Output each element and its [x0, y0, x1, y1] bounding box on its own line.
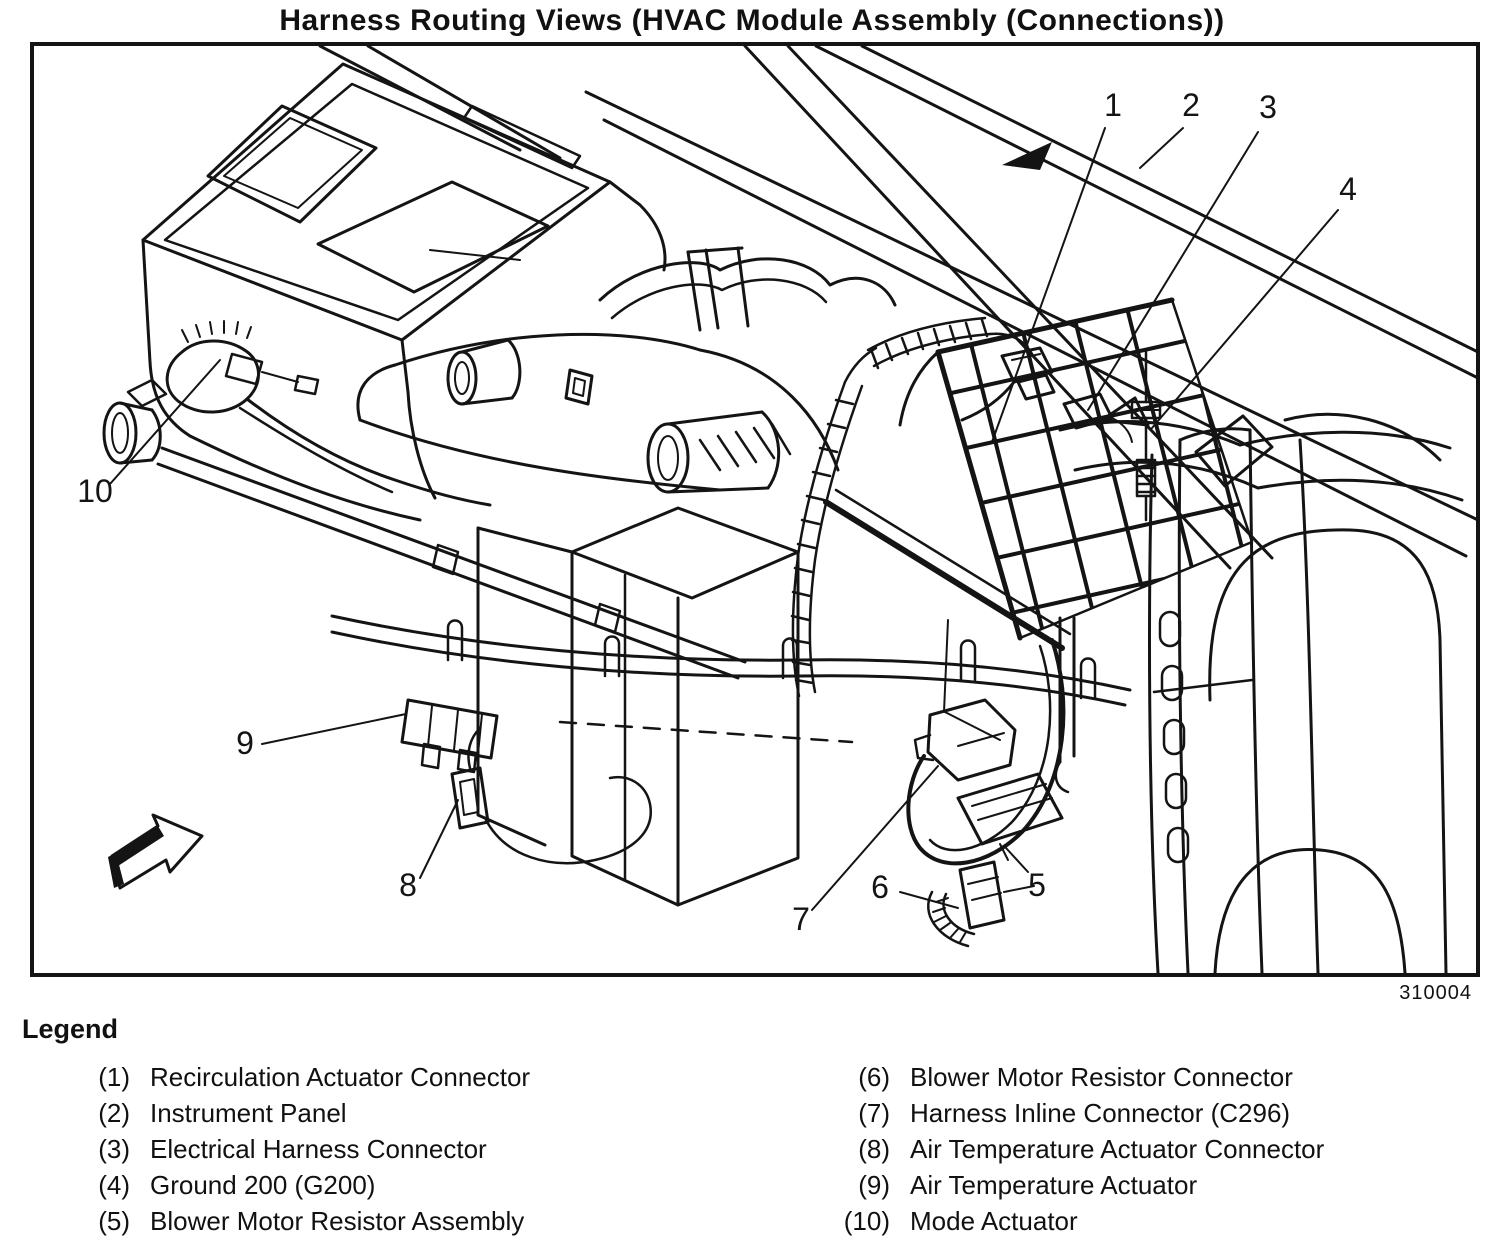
legend-item-number: (10) [843, 1206, 890, 1236]
legend-item-5 [38, 1206, 530, 1242]
callout-10: 10 [77, 473, 113, 509]
legend-item-number: (5) [98, 1206, 130, 1236]
legend-item-label: Harness Inline Connector (C296) [910, 1098, 1291, 1128]
callout-3: 3 [1259, 89, 1277, 125]
legend-item-label: Mode Actuator [910, 1206, 1078, 1236]
legend-item-number: (8) [858, 1134, 890, 1164]
legend-item-number: (3) [98, 1134, 130, 1164]
legend-item-2 [38, 1098, 530, 1134]
callout-2: 2 [1182, 87, 1200, 123]
figure-number: 310004 [1399, 982, 1472, 1004]
callout-8: 8 [399, 867, 417, 903]
legend-item-number: (6) [858, 1062, 890, 1092]
legend-item-3 [38, 1134, 530, 1170]
legend-item-number: (1) [98, 1062, 130, 1092]
legend-item-label: Air Temperature Actuator [910, 1170, 1198, 1200]
callout-5: 5 [1028, 867, 1046, 903]
legend-item-number: (9) [858, 1170, 890, 1200]
legend-item-number: (2) [98, 1098, 130, 1128]
callout-6: 6 [871, 869, 889, 905]
legend-item-number: (4) [98, 1170, 130, 1200]
legend-item-number: (7) [858, 1098, 890, 1128]
callout-9: 9 [236, 725, 254, 761]
legend-item-10 [798, 1206, 1324, 1242]
legend-column-right [798, 1062, 1324, 1242]
legend-item-label: Ground 200 (G200) [150, 1170, 376, 1200]
page-title: Harness Routing Views (HVAC Module Assembly (Connections)) [279, 4, 1225, 37]
legend-item-9 [798, 1170, 1324, 1206]
callout-7: 7 [792, 901, 810, 937]
legend-item-4 [38, 1170, 530, 1206]
legend-item-label: Instrument Panel [150, 1098, 347, 1128]
legend-column-left [38, 1062, 530, 1242]
legend-item-6 [798, 1062, 1324, 1098]
legend-item-label: Electrical Harness Connector [150, 1134, 487, 1164]
legend-item-8 [798, 1134, 1324, 1170]
legend-item-label: Recirculation Actuator Connector [150, 1062, 531, 1092]
legend-item-label: Blower Motor Resistor Connector [910, 1062, 1293, 1092]
legend-heading: Legend [22, 1014, 119, 1044]
legend-item-label: Blower Motor Resistor Assembly [150, 1206, 525, 1236]
legend-item-label: Air Temperature Actuator Connector [910, 1134, 1325, 1164]
legend-item-1 [38, 1062, 530, 1098]
diagram-border [32, 44, 1478, 975]
legend-item-7 [798, 1098, 1324, 1134]
callout-4: 4 [1339, 171, 1357, 207]
callout-1: 1 [1104, 87, 1122, 123]
